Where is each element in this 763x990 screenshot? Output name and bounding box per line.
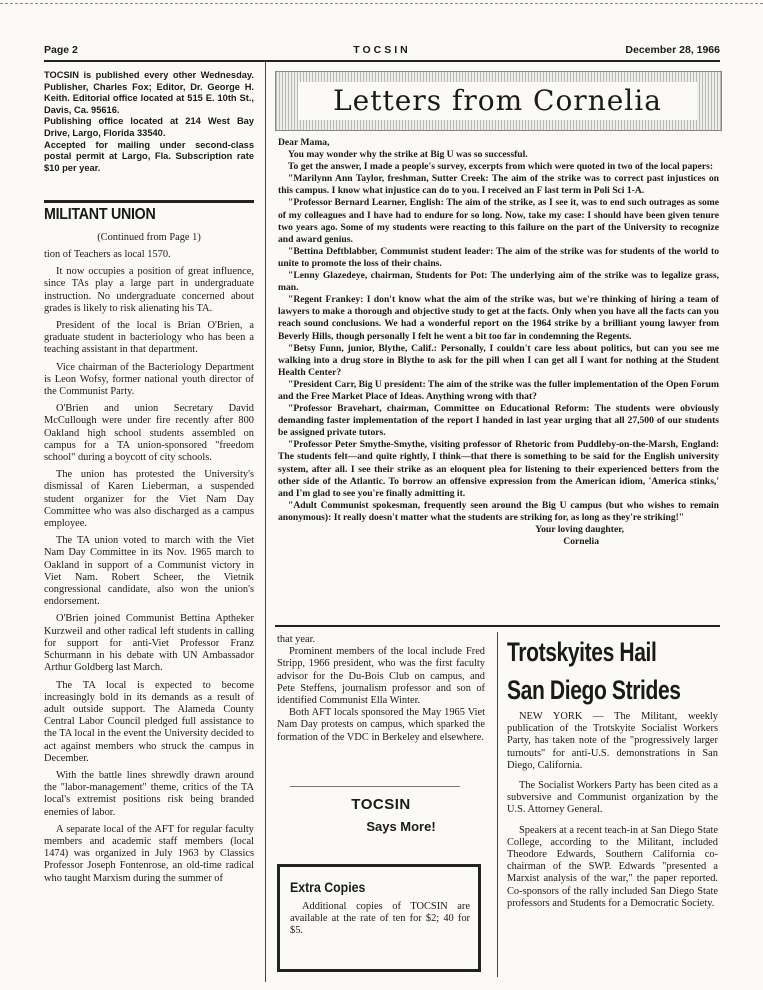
section-rule [44, 200, 254, 203]
paragraph: O'Brien and union Secretary David McCullough were under fire recently after 800 Oakland high school students assembled on campus for a TA union-sponsored "freedom school" during a boycott of city schools. [44, 403, 254, 464]
pubinfo-line: Publishing office located at 214 West Bay Drive, Largo, Florida 33540. [44, 116, 254, 138]
paragraph: Prominent members of the local include Fred Stripp, 1966 president, who was the first faculty advisor for the Du-Bois Club on campus, and Pete Steffens, journalism professor and son of identified Communist Ella Winter. [277, 646, 485, 707]
tocsin-promo [277, 796, 485, 834]
letter-signature: Cornelia [563, 536, 599, 548]
letter-paragraph: "Lenny Glazedeye, chairman, Students for Pot: The underlying aim of the strike was to legalize grass, man. [278, 270, 719, 294]
salutation: Dear Mama, [278, 137, 330, 148]
letters-banner [275, 71, 722, 131]
paragraph: The TA local is expected to become increasingly bold in its demands as a result of adult outside support. The Alameda County Central Labor Council pledged full assistance to the TA local in the event the University decided to act against members who struck the campus in December. [44, 679, 254, 764]
trotskyites-headline [507, 633, 681, 709]
letters-title: Letters from Cornelia [298, 82, 697, 120]
militant-union-continuation [277, 634, 485, 744]
promo-title: TOCSIN [351, 796, 411, 813]
letter-closing: Your loving daughter, [535, 524, 624, 535]
continued-note: (Continued from Page 1) [97, 232, 201, 243]
headline-line: San Diego Strides [507, 675, 681, 705]
top-border [0, 3, 763, 4]
letter-paragraph: "President Carr, Big U president: The aim of the strike was the fuller implementation of the Open Forum and the Free Market Place of Ideas. Anything wrong with that? [278, 378, 719, 402]
header-rule [44, 60, 720, 62]
paragraph: Vice chairman of the Bacteriology Department is Leon Wofsy, former national youth director of the Communist Party. [44, 361, 254, 398]
extra-copies-text: Additional copies of TOCSIN are available at the rate of ten for $2; 40 for $5. [290, 901, 470, 937]
letter-body [278, 137, 719, 548]
paragraph: tion of Teachers as local 1570. [44, 249, 171, 260]
paragraph: O'Brien joined Communist Bettina Aptheker Kurzweil and other radical left students in calling for support for anti-Viet Professor Franz Schurmann in his debate with UN Ambassador Arthur Goldberg last March. [44, 613, 254, 674]
paragraph: It now occupies a position of great influence, since TAs play a large part in undergraduate instruction. No undergraduate concerned about grades is likely to risk alienating his TA. [44, 266, 254, 314]
letter-paragraph: "Bettina Deftblabber, Communist student leader: The aim of the strike was for students of the world to unite to promote the loss of their chains. [278, 245, 719, 269]
letter-paragraph: "Professor Peter Smythe-Smythe, visiting professor of Rhetoric from Puddleby-on-the-Marsh, England: The students felt—and quite rightly, I think—that there is something to be said for the English university system, after all. I see their strike as an eloquent plea for listening to their experienced betters from the other side of the Atlantic. To borrow an offensive expression from the American idiom, 'America stinks,' and I'm glad to see you're finally admitting it. [278, 439, 719, 499]
article-headline: MILITANT UNION [44, 206, 156, 223]
paragraph: President of the local is Brian O'Brien, a graduate student in bacteriology who has been a teaching assistant in that department. [44, 320, 254, 356]
column-divider [497, 632, 498, 977]
paragraph: The union has protested the University's dismissal of Karen Lieberman, a suspended student organizer for the Viet Nam Day Committee who was also discharged as a campus employee. [44, 469, 254, 530]
pubinfo-line: Accepted for mailing under second-class postal permit at Largo, Fla. Subscription rate $10 per year. [44, 139, 254, 173]
section-rule [275, 625, 720, 627]
paragraph: The TA union voted to march with the Viet Nam Day Committee in its Nov. 1965 march to Oakland in support of a Communist victory in Viet Nam. Robert Scheer, the Vietnik congressional candidate, also won the union's endorsement. [44, 535, 254, 608]
letter-paragraph: "Professor Bernard Learner, English: The aim of the strike, as I see it, was to end such outrages as some of my colleagues and I have had to endure for so long. Now, take my case: I should have been given tenure two years ago. Some of my students were reacting to this failure on the part of the University to recognize and award genius. [278, 197, 719, 245]
paragraph: The Socialist Workers Party has been cited as a subversive and Communist organization by the U.S. Attorney General. [507, 780, 718, 816]
letter-paragraph: "Betsy Funn, junior, Blythe, Calif.: Personally, I couldn't care less about politics, but can you see me walking into a drug store in Blythe to ask for the pill when I can get all I want for nothing at the Student Health Center? [278, 342, 719, 378]
letter-paragraph: You may wonder why the strike at Big U was so successful. [288, 149, 528, 161]
paragraph: A separate local of the AFT for regular faculty members and academic staff members (local 1474) was organized in July 1963 by Classics Professor Joseph Fontenrose, an old-time radical who taught Marxism during the summer of [44, 823, 254, 884]
promo-tagline: Says More! [366, 819, 436, 834]
extra-copies-title: Extra Copies [290, 879, 366, 895]
pubinfo-line: TOCSIN is published every other Wednesday. Publisher, Charles Fox; Editor, Dr. George H. Keith. Editorial office located at 515 E. 10th St., Davis, Ca. 95616. [44, 70, 254, 115]
letter-paragraph: To get the answer, I made a people's survey, excerpts from which were quoted in two of the local papers: [288, 161, 714, 173]
column-divider [265, 62, 266, 982]
letter-paragraph: "Professor Bravehart, chairman, Committee on Educational Reform: The students were obviously demanding faster implementation of the report I handed in last year urging that all 27,500 of our students be assigned private tutors. [278, 403, 719, 439]
paragraph: NEW YORK — The Militant, weekly publication of the Trotskyite Socialist Workers Party, has taken note of the "progressively larger turnouts" for anti-U.S. demonstrations in San Diego, California. [507, 711, 718, 771]
paragraph: With the battle lines shrewdly drawn around the "labor-management" theme, critics of the TA local's extremist positions risk being branded enemies of labor. [44, 769, 254, 818]
paragraph: that year. [277, 634, 316, 645]
letter-paragraph: "Adult Communist spokesman, frequently seen around the Big U campus (but who wishes to remain anonymous): It really doesn't matter what the students are striking for, as long as they're striking!" [278, 499, 719, 523]
issue-date: December 28, 1966 [625, 44, 720, 56]
paragraph: Both AFT locals sponsored the May 1965 Viet Nam Day protests on campus, which sparked the formation of the VDC in Berkeley and elsewhere. [277, 707, 485, 743]
publication-info [44, 70, 254, 174]
militant-union-body [44, 249, 254, 886]
masthead: TOCSIN [353, 44, 411, 56]
headline-line: Trotskyites Hail [507, 637, 657, 667]
divider [290, 786, 460, 787]
trotskyites-body [507, 711, 718, 918]
letter-paragraph: "Regent Frankey: I don't know what the aim of the strike was, but we're thinking of hiring a team of lawyers to make a thorough and objective study to get at the facts. Only when you have all the facts can you reach sound conclusions. We had a wonderful report on the 1964 strike by a brilliant young lawyer from Beverly Hills, though personally I felt he went a bit too far in condemning the Regents. [278, 294, 719, 342]
paragraph: Speakers at a recent teach-in at San Diego State College, according to the Militant, included Theodore Edwards, Southern California co-chairman of the SWP. Edwards "presented a Marxist analysis of the war," the paper reported. Co-sponsors of the rally included San Diego State professors and Students for a Democratic Society. [507, 824, 718, 909]
extra-copies-box [277, 864, 481, 972]
letter-paragraph: "Marilynn Ann Taylor, freshman, Sutter Creek: The aim of the strike was to correct past injustices on this campus. I know what injustice can do to you. I received an F last term in Poli Sci 1-A. [278, 173, 719, 197]
page-number: Page 2 [44, 44, 78, 56]
